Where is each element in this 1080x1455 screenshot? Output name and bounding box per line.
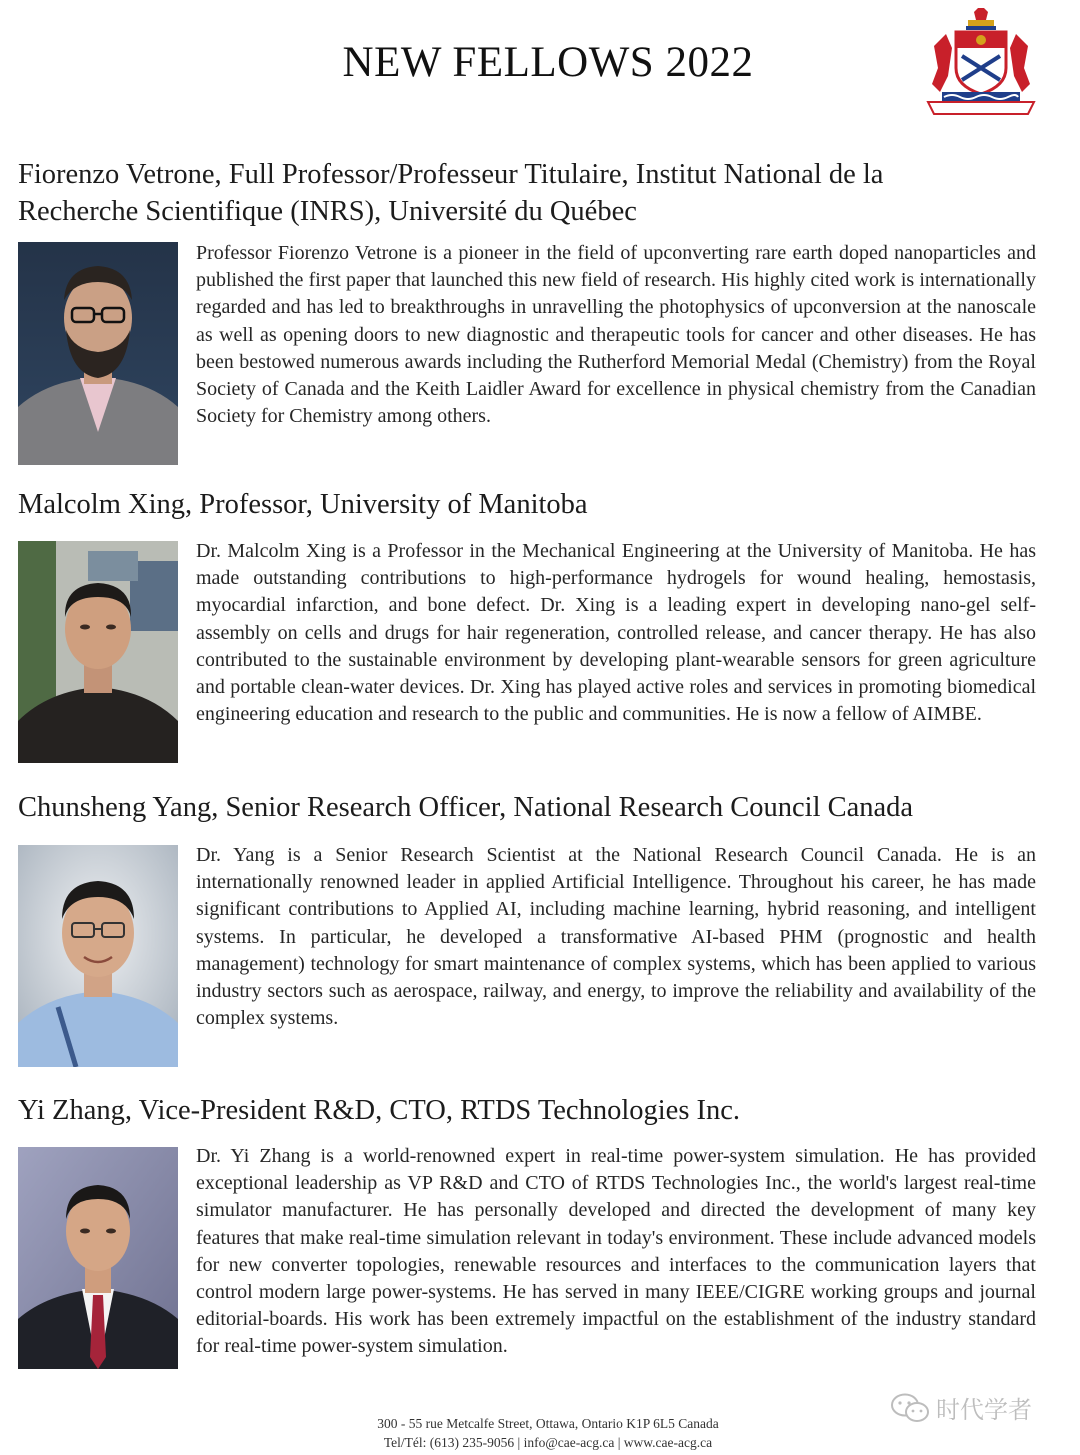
watermark-text: 时代学者 — [936, 1396, 1032, 1424]
fellow-1-heading-line1: Fiorenzo Vetrone, Full Professor/Professeur Titulaire, Institut National de la — [18, 159, 884, 190]
fellow-2-heading-line1: Malcolm Xing, Professor, University of Manitoba — [18, 489, 588, 520]
fellow-4-heading-line1: Yi Zhang, Vice-President R&D, CTO, RTDS Technologies Inc. — [18, 1095, 741, 1126]
wechat-icon — [890, 1392, 930, 1424]
footer — [300, 1414, 796, 1452]
fellow-1-bio: Professor Fiorenzo Vetrone is a pioneer in the field of upconverting rare earth doped nanoparticles and published the first paper that launched this new field of research. His highly cited work is internationally regarded and has led to breakthroughs in unravelling the photophysics of upconversion at the nanoscale as well as opening doors to new diagnostic and therapeutic tools for cancer and other diseases. He has been bestowed numerous awards including the Rutherford Memorial Medal (Chemistry) from the Royal Society of Canada and the Keith Laidler Award for excellence in physical chemistry from the Canadian Society for Chemistry among others. — [196, 242, 1036, 428]
footer-address: 300 - 55 rue Metcalfe Street, Ottawa, Ontario K1P 6L5 Canada — [377, 1416, 719, 1431]
watermark — [890, 1390, 1032, 1425]
fellow-2-heading — [18, 486, 588, 523]
fellow-3-heading-line1: Chunsheng Yang, Senior Research Officer, National Research Council Canada — [18, 792, 914, 823]
page-title: NEW FELLOWS 2022 — [342, 39, 754, 86]
fellow-4-bio: Dr. Yi Zhang is a world-renowned expert in real-time power-system simulation. He has provided exceptional leadership as VP R&D and CTO of RTDS Technologies Inc., the world's largest real-time simulator manufacturer. He has personally developed and directed the development of many key features that make real-time simulation relevant in today's environment. These include advanced models for new converter topologies, renewable resources and interfaces to the communication layers that control modern large power-systems. He has served in many IEEE/CIGRE working groups and journal editorial-boards. His work has been extremely impactful on the establishment of the industry standard for real-time power-system simulation. — [196, 1145, 1036, 1358]
fellow-2-bio: Dr. Malcolm Xing is a Professor in the Mechanical Engineering at the University of Manitoba. He has made outstanding contributions to high-performance hydrogels for wound healing, hemostasis, myocardial infarction, and bone defect. Dr. Xing is a leading expert in developing nano-gel self-assembly on cells and drugs for hair regeneration, controlled release, and cancer therapy. He has also contributed to the sustainable environment by developing plant-wearable sensors for green agriculture and portable clean-water devices. Dr. Xing has played active roles and services in promoting biomedical engineering education and research to the public and communities. He is now a fellow of AIMBE. — [196, 540, 1036, 726]
fellow-3-bio: Dr. Yang is a Senior Research Scientist at the National Research Council Canada. He is an internationally renowned leader in applied Artificial Intelligence. Throughout his career, he has made significant contributions to Applied AI, including machine learning, hybrid reasoning, and intelligent systems. In particular, he developed a transformative AI-based PHM (prognostic and health management) technology for smart maintenance of complex systems, which has been applied to various industry sectors such as aerospace, railway, and energy, to improve the reliability and availability of the complex systems. — [196, 844, 1036, 1030]
coat-of-arms-logo — [922, 6, 1040, 118]
fellow-1-heading-line2: Recherche Scientifique (INRS), Université du Québec — [18, 196, 637, 227]
fellow-3-photo — [18, 845, 178, 1067]
fellow-1-photo — [18, 242, 178, 465]
fellow-1-heading — [18, 156, 883, 230]
fellow-4-heading — [18, 1092, 740, 1129]
fellow-4-photo — [18, 1147, 178, 1369]
fellow-3-heading — [18, 789, 913, 826]
fellow-2-photo — [18, 541, 178, 763]
footer-contact: Tel/Tél: (613) 235-9056 | info@cae-acg.ca | www.cae-acg.ca — [383, 1435, 713, 1450]
